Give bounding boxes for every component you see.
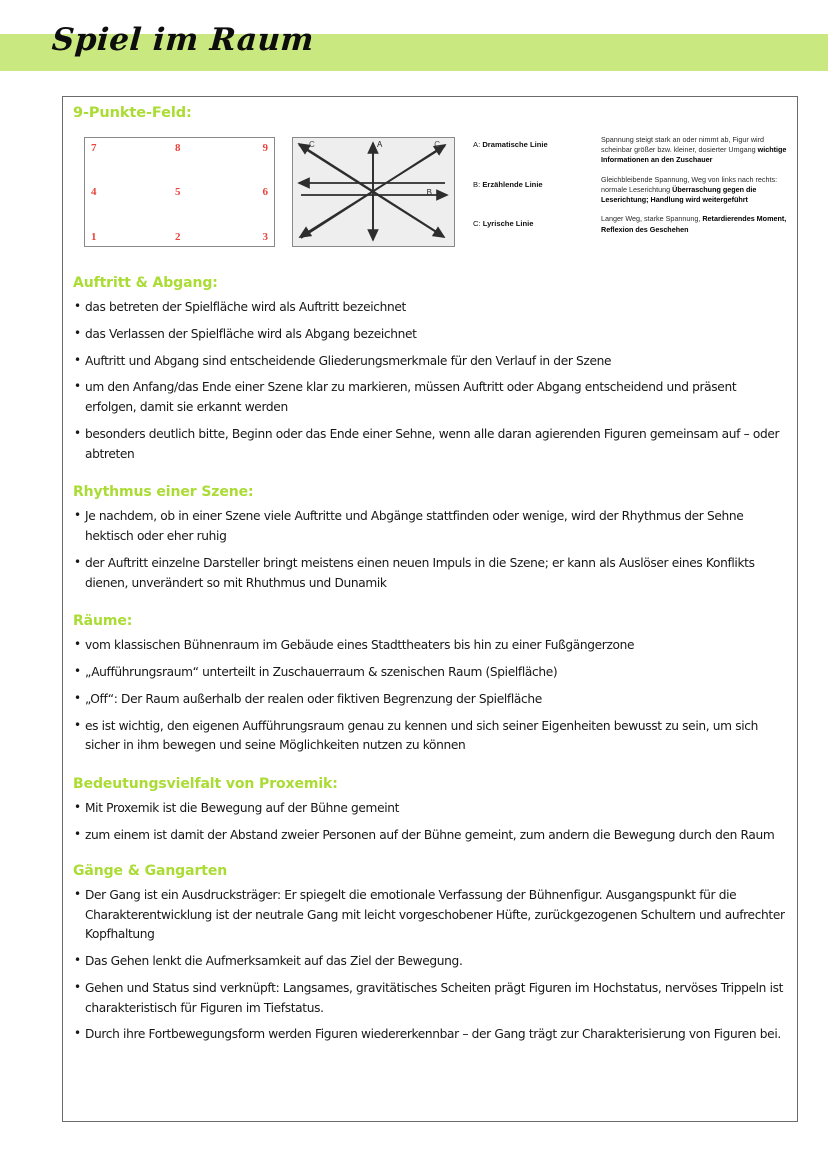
nine-point-grid-diagram <box>84 137 275 247</box>
list-item: • um den Anfang/das Ende einer Szene klar zu markieren, müssen Auftritt oder Abgang entscheidend und präsent erfolgen, damit sie erkannt werden <box>73 378 789 418</box>
list-item: • „Off“: Der Raum außerhalb der realen oder fiktiven Begrenzung der Spielfläche <box>73 690 789 710</box>
legend-description <box>601 175 789 206</box>
legend-desc-bold: Retardierendes Moment, Reflexion des Geschehen <box>601 214 787 234</box>
grid-number-7: 7 <box>91 142 97 154</box>
sheet-inner <box>73 105 789 1117</box>
list-item: • „Aufführungsraum“ unterteilt in Zuschauerraum & szenischen Raum (Spielfläche) <box>73 663 789 683</box>
list-item: • das Verlassen der Spielfläche wird als Abgang bezeichnet <box>73 325 789 345</box>
legend-desc-normal: Langer Weg, starke Spannung, <box>601 214 703 224</box>
legend-key-name: Dramatische Linie <box>482 140 548 149</box>
section-heading: Auftritt & Abgang: <box>73 275 218 291</box>
legend-key <box>473 180 593 189</box>
legend-key <box>473 140 593 149</box>
section-heading: Gänge & Gangarten <box>73 862 228 879</box>
legend-row <box>473 135 789 166</box>
nine-point-field-heading: 9-Punkte-Feld: <box>73 105 192 121</box>
section-gaenge-gangarten <box>73 863 789 1045</box>
list-item: • das betreten der Spielfläche wird als Auftritt bezeichnet <box>73 298 789 318</box>
section-bullet-list <box>73 636 789 756</box>
grid-number-6: 6 <box>262 186 268 198</box>
list-item: • besonders deutlich bitte, Beginn oder das Ende einer Sehne, wenn alle daran agierenden Figuren gemeinsam auf – oder abtreten <box>73 425 789 465</box>
grid-number-1: 1 <box>91 231 97 243</box>
section-proxemik <box>73 776 789 846</box>
list-item: • vom klassischen Bühnenraum im Gebäude eines Stadttheaters bis hin zu einer Fußgängerzone <box>73 636 789 656</box>
section-bullet-list <box>73 886 789 1045</box>
section-bullet-list <box>73 298 789 464</box>
content-sheet <box>62 96 798 1122</box>
legend-key-prefix: B: <box>473 179 481 189</box>
diagram-row <box>73 135 789 255</box>
list-item: • es ist wichtig, den eigenen Aufführungsraum genau zu kennen und sich seiner Eigenheiten bewusst zu sein, um sich sicher in ihm bewegen und seine Möglichkeiten nutzen zu können <box>73 717 789 757</box>
legend-row <box>473 175 789 206</box>
legend-row <box>473 214 789 244</box>
list-item: • Mit Proxemik ist die Bewegung auf der Bühne gemeint <box>73 799 789 819</box>
section-auftritt-abgang <box>73 275 789 464</box>
section-bullet-list <box>73 507 789 593</box>
grid-number-9: 9 <box>262 142 268 154</box>
grid-number-3: 3 <box>262 231 268 243</box>
list-item: • zum einem ist damit der Abstand zweier Personen auf der Bühne gemeint, zum andern die Bewegung durch den Raum <box>73 826 789 846</box>
section-heading: Rhythmus einer Szene: <box>73 484 254 501</box>
legend-key <box>473 219 593 228</box>
section-heading: Bedeutungsvielfalt von Proxemik: <box>73 776 338 793</box>
legend-desc-normal: Spannung steigt stark an oder nimmt ab, Figur wird scheinbar größer bzw. kleiner, dosierter Umgang <box>601 135 764 155</box>
legend-key-prefix: A: <box>473 140 481 149</box>
legend-key-name: Lyrische Linie <box>482 219 534 229</box>
section-raeume <box>73 613 789 756</box>
legend-key-name: Erzählende Linie <box>482 179 543 189</box>
page-title: Spiel im Raum <box>50 22 316 58</box>
diagram-label-c-left: C <box>309 140 315 149</box>
list-item: • der Auftritt einzelne Darsteller bringt meistens einen neuen Impuls in die Szene; er kann als Auslöser eines Konflikts dienen, unverändert so mit Rhuthmus und Dunamik <box>73 554 789 594</box>
legend-desc-bold: wichtige Informationen an den Zuschauer <box>601 145 787 165</box>
lines-diagram <box>292 137 455 247</box>
diagram-label-b: B <box>426 188 432 197</box>
grid-number-2: 2 <box>175 231 181 243</box>
grid-number-5: 5 <box>175 186 181 198</box>
grid-number-8: 8 <box>175 142 181 154</box>
list-item: • Das Gehen lenkt die Aufmerksamkeit auf das Ziel der Bewegung. <box>73 952 789 972</box>
section-bullet-list <box>73 799 789 846</box>
list-item: • Auftritt und Abgang sind entscheidende Gliederungsmerkmale für den Verlauf in der Szene <box>73 352 789 372</box>
diagram-label-c-right: C <box>434 140 440 149</box>
list-item: • Gehen und Status sind verknüpft: Langsames, gravitätisches Scheiten prägt Figuren im Hochstatus, nervöses Trippeln ist charakteristisch für Figuren im Tiefstatus. <box>73 979 789 1019</box>
list-item: • Je nachdem, ob in einer Szene viele Auftritte und Abgänge stattfinden oder wenige, wird der Rhythmus der Sehne hektisch oder eher ruhig <box>73 507 789 547</box>
grid-number-4: 4 <box>91 186 97 198</box>
legend-desc-bold: Überraschung gegen die Leserichtung; Handlung wird weitergeführt <box>601 184 757 205</box>
legend-key-prefix: C: <box>473 219 481 229</box>
legend-description <box>601 135 789 166</box>
list-item: • Durch ihre Fortbewegungsform werden Figuren wiedererkennbar – der Gang trägt zur Charakterisierung von Figuren bei. <box>73 1025 789 1045</box>
legend-description <box>601 214 789 234</box>
diagram-legend <box>473 135 789 253</box>
legend-desc-normal: Gleichbleibende Spannung, Weg von links nach rechts: normale Leserichtung <box>601 174 778 194</box>
list-item: • Der Gang ist ein Ausdrucksträger: Er spiegelt die emotionale Verfassung der Bühnenfigur. Ausgangspunkt für die Charakterentwicklung ist der neutrale Gang mit leicht vorgeschobener Hüfte, zurückgezogenen Schultern und aufrechter Kopfhaltung <box>73 886 789 945</box>
section-rhythmus <box>73 484 789 593</box>
section-heading: Räume: <box>73 613 133 630</box>
diagram-label-a: A <box>377 140 383 149</box>
